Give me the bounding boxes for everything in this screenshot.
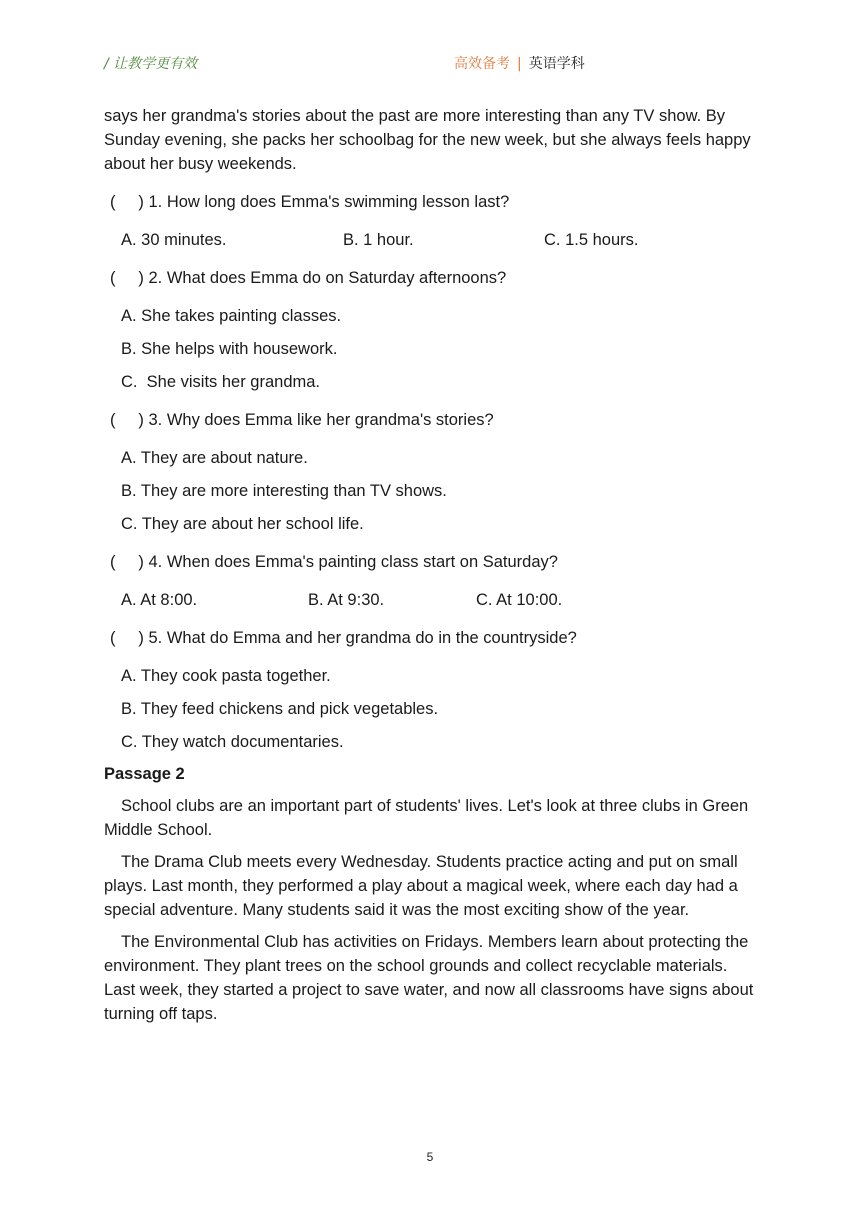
question-2: ( ) 2. What does Emma do on Saturday afternoons? — [110, 269, 507, 287]
question-4-option-b: B. At 9:30. — [308, 591, 385, 609]
header-slogan: / 让教学更有效 — [104, 56, 198, 72]
question-3-option-a: A. They are about nature. — [121, 449, 308, 467]
page-number: 5 — [426, 1150, 434, 1164]
question-2-option-c: C. She visits her grandma. — [121, 373, 320, 391]
document-body — [104, 104, 756, 1034]
passage-2-title: Passage 2 — [104, 765, 185, 783]
question-4-option-a: A. At 8:00. — [121, 591, 198, 609]
question-5-option-c: C. They watch documentaries. — [121, 733, 344, 751]
question-3-option-b: B. They are more interesting than TV shows. — [121, 482, 447, 500]
question-2-option-b: B. She helps with housework. — [121, 340, 338, 358]
question-2-option-a: A. She takes painting classes. — [121, 307, 342, 325]
question-5-option-b: B. They feed chickens and pick vegetables. — [121, 700, 439, 718]
header-separator: | — [517, 56, 522, 72]
question-1: ( ) 1. How long does Emma's swimming lesson last? — [110, 193, 510, 211]
question-5-option-a: A. They cook pasta together. — [121, 667, 331, 685]
header-subject: 英语学科 — [528, 56, 585, 72]
question-4-options — [121, 588, 756, 612]
header-brand-block — [454, 53, 585, 73]
intro-paragraph: says her grandma's stories about the past are more interesting than any TV show. By Sunday evening, she packs her schoolbag for the new week, but she always feels happy about her busy weekends. — [104, 107, 751, 173]
question-3-option-c: C. They are about her school life. — [121, 515, 364, 533]
question-1-option-a: A. 30 minutes. — [121, 231, 227, 249]
question-5: ( ) 5. What do Emma and her grandma do in the countryside? — [110, 629, 577, 647]
question-3: ( ) 3. Why does Emma like her grandma's stories? — [110, 411, 494, 429]
question-4-option-c: C. At 10:00. — [476, 591, 563, 609]
question-1-option-c: C. 1.5 hours. — [544, 231, 639, 249]
passage-2-paragraph-2: The Drama Club meets every Wednesday. Students practice acting and put on small plays. Last month, they performed a play about a magical week, where each day had a special adventure. Many students said it was the most exciting show of the year. — [104, 853, 738, 919]
question-1-option-b: B. 1 hour. — [343, 231, 414, 249]
header-brand: 高效备考 — [454, 56, 510, 72]
question-4: ( ) 4. When does Emma's painting class start on Saturday? — [110, 553, 558, 571]
passage-2-paragraph-1: School clubs are an important part of students' lives. Let's look at three clubs in Green Middle School. — [104, 797, 749, 839]
question-1-options — [121, 228, 756, 252]
passage-2-paragraph-3: The Environmental Club has activities on Fridays. Members learn about protecting the environment. They plant trees on the school grounds and collect recyclable materials. Last week, they started a project to save water, and now all classrooms have signs about turning off taps. — [104, 933, 754, 1023]
